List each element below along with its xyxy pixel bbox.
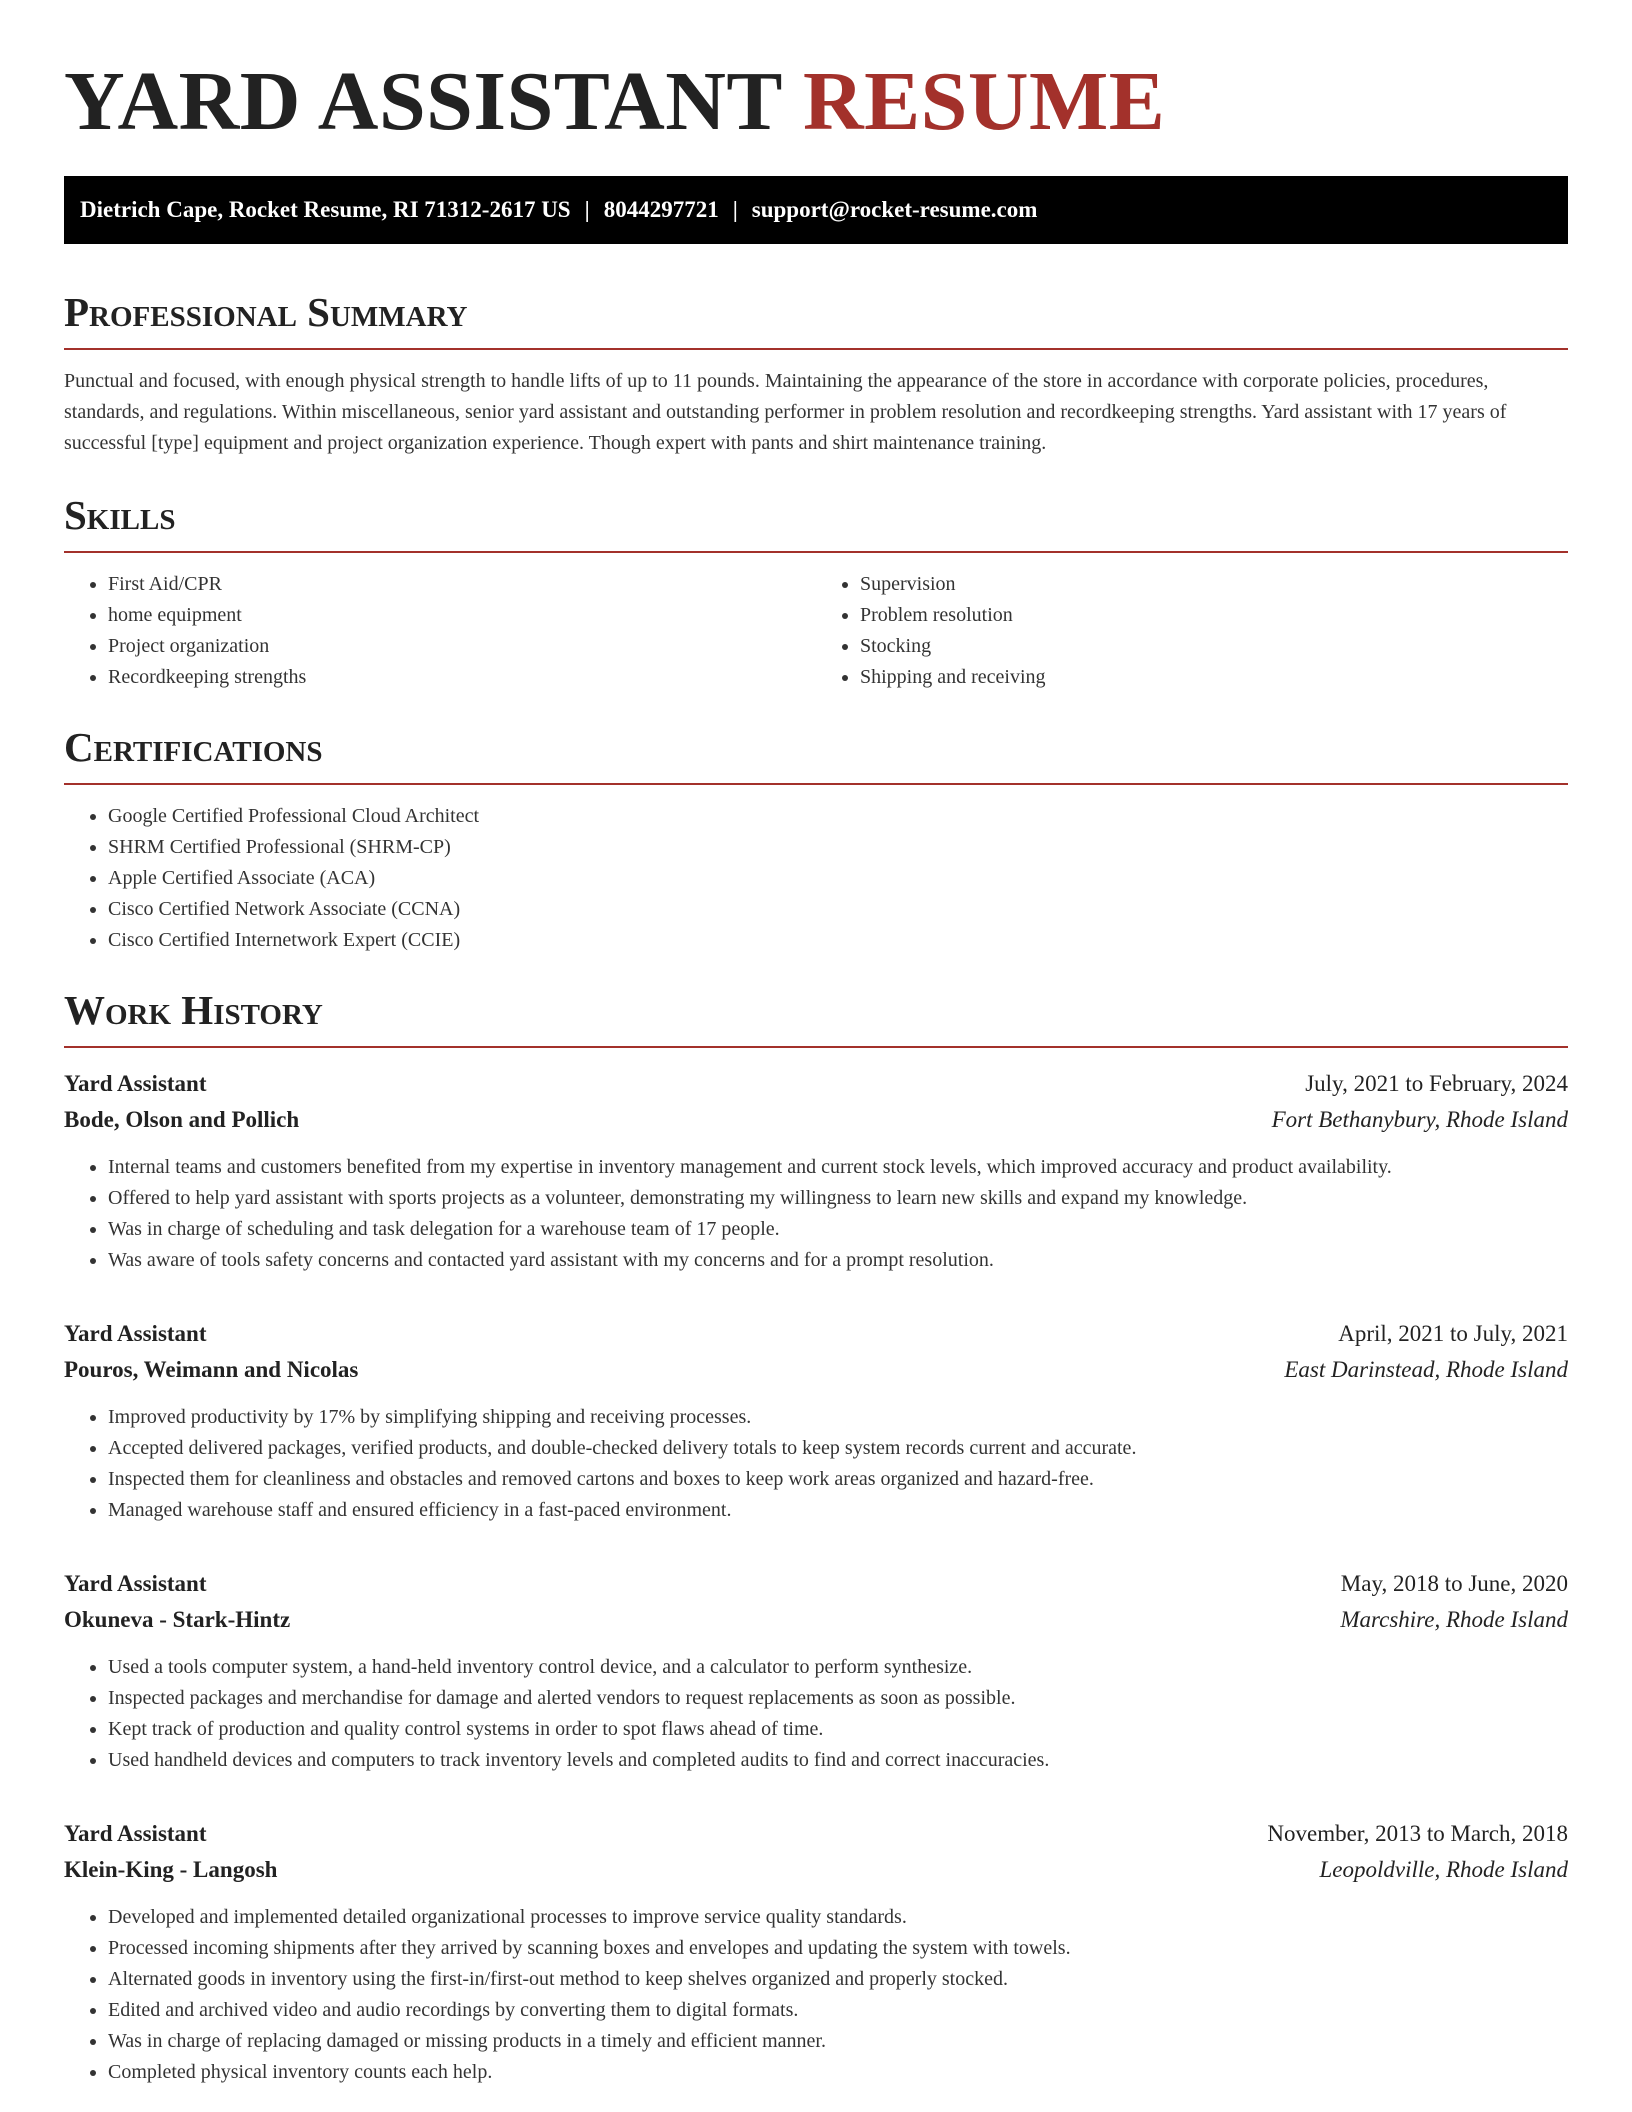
job-bullet: • Alternated goods in inventory using the first-in/first-out method to keep shelves organized and properly stocked. bbox=[108, 1964, 1568, 1995]
job-bullet: • Inspected them for cleanliness and obstacles and removed cartons and boxes to keep work areas organized and hazard-free. bbox=[108, 1464, 1568, 1495]
skill-item: • Recordkeeping strengths bbox=[108, 662, 816, 693]
job-header-row bbox=[64, 1066, 1568, 1102]
certification-item: • Apple Certified Associate (ACA) bbox=[108, 863, 1568, 894]
title-main: YARD ASSISTANT bbox=[64, 55, 782, 148]
job-title: Yard Assistant bbox=[64, 1571, 207, 1596]
resume-title bbox=[64, 0, 1568, 152]
skill-item: • Stocking bbox=[860, 631, 1568, 662]
job-bullet: • Was in charge of replacing damaged or missing products in a timely and efficient manner. bbox=[108, 2026, 1568, 2057]
job-entry bbox=[64, 1566, 1568, 1776]
job-company: Pouros, Weimann and Nicolas bbox=[64, 1357, 359, 1382]
skills-section bbox=[64, 487, 1568, 693]
section-heading: Skills bbox=[64, 492, 176, 538]
certification-item: • SHRM Certified Professional (SHRM-CP) bbox=[108, 832, 1568, 863]
job-subheader-row bbox=[64, 1852, 1568, 1888]
job-dates: May, 2018 to June, 2020 bbox=[1340, 1571, 1568, 1596]
contact-phone: 8044297721 bbox=[603, 197, 719, 222]
job-company: Bode, Olson and Pollich bbox=[64, 1107, 300, 1132]
job-location: Leopoldville, Rhode Island bbox=[1319, 1857, 1568, 1882]
job-dates: April, 2021 to July, 2021 bbox=[1338, 1321, 1568, 1346]
job-bullets bbox=[64, 1402, 1568, 1526]
skills-grid bbox=[64, 553, 1568, 693]
job-entry bbox=[64, 1316, 1568, 1526]
job-header-row bbox=[64, 1566, 1568, 1602]
skill-item: • Problem resolution bbox=[860, 600, 1568, 631]
job-location: East Darinstead, Rhode Island bbox=[1284, 1357, 1568, 1382]
skill-item: • Project organization bbox=[108, 631, 816, 662]
job-bullet: • Used handheld devices and computers to track inventory levels and completed audits to find and correct inaccuracies. bbox=[108, 1745, 1568, 1776]
job-bullet: • Inspected packages and merchandise for damage and alerted vendors to request replacements as soon as possible. bbox=[108, 1683, 1568, 1714]
section-heading: Certifications bbox=[64, 724, 323, 770]
skill-item: • Supervision bbox=[860, 569, 1568, 600]
job-bullet: • Internal teams and customers benefited from my expertise in inventory management and current stock levels, which improved accuracy and product availability. bbox=[108, 1152, 1568, 1183]
job-title: Yard Assistant bbox=[64, 1821, 207, 1846]
skills-list-left bbox=[64, 569, 816, 693]
contact-separator: | bbox=[584, 197, 590, 222]
section-heading: Work History bbox=[64, 987, 323, 1033]
certification-item: • Google Certified Professional Cloud Architect bbox=[108, 801, 1568, 832]
job-bullet: • Developed and implemented detailed organizational processes to improve service quality standards. bbox=[108, 1902, 1568, 1933]
job-header-row bbox=[64, 1316, 1568, 1352]
skill-item: • Shipping and receiving bbox=[860, 662, 1568, 693]
job-title: Yard Assistant bbox=[64, 1071, 207, 1096]
job-bullet: • Was in charge of scheduling and task delegation for a warehouse team of 17 people. bbox=[108, 1214, 1568, 1245]
certifications-list bbox=[64, 801, 1568, 956]
section-heading: Professional Summary bbox=[64, 289, 468, 335]
skill-item: • First Aid/CPR bbox=[108, 569, 816, 600]
job-bullet: • Managed warehouse staff and ensured efficiency in a fast-paced environment. bbox=[108, 1495, 1568, 1526]
job-location: Marcshire, Rhode Island bbox=[1340, 1607, 1568, 1632]
summary-section bbox=[64, 284, 1568, 459]
certification-item: • Cisco Certified Internetwork Expert (CCIE) bbox=[108, 925, 1568, 956]
job-subheader-row bbox=[64, 1602, 1568, 1638]
job-entry bbox=[64, 1066, 1568, 1276]
skill-item: • home equipment bbox=[108, 600, 816, 631]
skills-list-right bbox=[816, 569, 1568, 693]
job-dates: November, 2013 to March, 2018 bbox=[1267, 1821, 1568, 1846]
job-company: Klein-King - Langosh bbox=[64, 1857, 278, 1882]
job-bullets bbox=[64, 1152, 1568, 1276]
job-subheader-row bbox=[64, 1102, 1568, 1138]
job-bullets bbox=[64, 1652, 1568, 1776]
job-title: Yard Assistant bbox=[64, 1321, 207, 1346]
summary-text: Punctual and focused, with enough physical strength to handle lifts of up to 11 pounds. Maintaining the appearance of the store in accordance with corporate policies, procedures, standards, and regulations. Within miscellaneous, senior yard assistant and outstanding performer in problem resolution and recordkeeping strengths. Yard assistant with 17 years of successful [type] equipment and project organization experience. Though expert with pants and shirt maintenance training. bbox=[64, 370, 1507, 454]
job-bullet: • Completed physical inventory counts each help. bbox=[108, 2057, 1568, 2088]
job-subheader-row bbox=[64, 1352, 1568, 1388]
job-bullet: • Edited and archived video and audio recordings by converting them to digital formats. bbox=[108, 1995, 1568, 2026]
section-divider bbox=[64, 783, 1568, 785]
job-bullet: • Was aware of tools safety concerns and contacted yard assistant with my concerns and for a prompt resolution. bbox=[108, 1245, 1568, 1276]
job-bullet: • Used a tools computer system, a hand-held inventory control device, and a calculator to perform synthesize. bbox=[108, 1652, 1568, 1683]
job-bullet: • Improved productivity by 17% by simplifying shipping and receiving processes. bbox=[108, 1402, 1568, 1433]
job-dates: July, 2021 to February, 2024 bbox=[1305, 1071, 1568, 1096]
job-bullets bbox=[64, 1902, 1568, 2088]
job-bullet: • Kept track of production and quality control systems in order to spot flaws ahead of time. bbox=[108, 1714, 1568, 1745]
section-divider bbox=[64, 348, 1568, 350]
contact-separator: | bbox=[732, 197, 738, 222]
job-bullet: • Processed incoming shipments after they arrived by scanning boxes and envelopes and updating the system with towels. bbox=[108, 1933, 1568, 1964]
certification-item: • Cisco Certified Network Associate (CCNA) bbox=[108, 894, 1568, 925]
job-company: Okuneva - Stark-Hintz bbox=[64, 1607, 291, 1632]
job-entry bbox=[64, 1816, 1568, 2088]
job-bullet: • Accepted delivered packages, verified products, and double-checked delivery totals to keep system records current and accurate. bbox=[108, 1433, 1568, 1464]
section-divider bbox=[64, 1046, 1568, 1048]
job-header-row bbox=[64, 1816, 1568, 1852]
job-location: Fort Bethanybury, Rhode Island bbox=[1271, 1107, 1568, 1132]
certifications-section bbox=[64, 719, 1568, 956]
contact-email: support@rocket-resume.com bbox=[751, 197, 1038, 222]
contact-bar bbox=[64, 176, 1568, 244]
work-history-section bbox=[64, 982, 1568, 2088]
job-bullet: • Offered to help yard assistant with sports projects as a volunteer, demonstrating my willingness to learn new skills and expand my knowledge. bbox=[108, 1183, 1568, 1214]
contact-address: Dietrich Cape, Rocket Resume, RI 71312-2617 US bbox=[80, 197, 571, 222]
title-accent: RESUME bbox=[802, 55, 1166, 148]
